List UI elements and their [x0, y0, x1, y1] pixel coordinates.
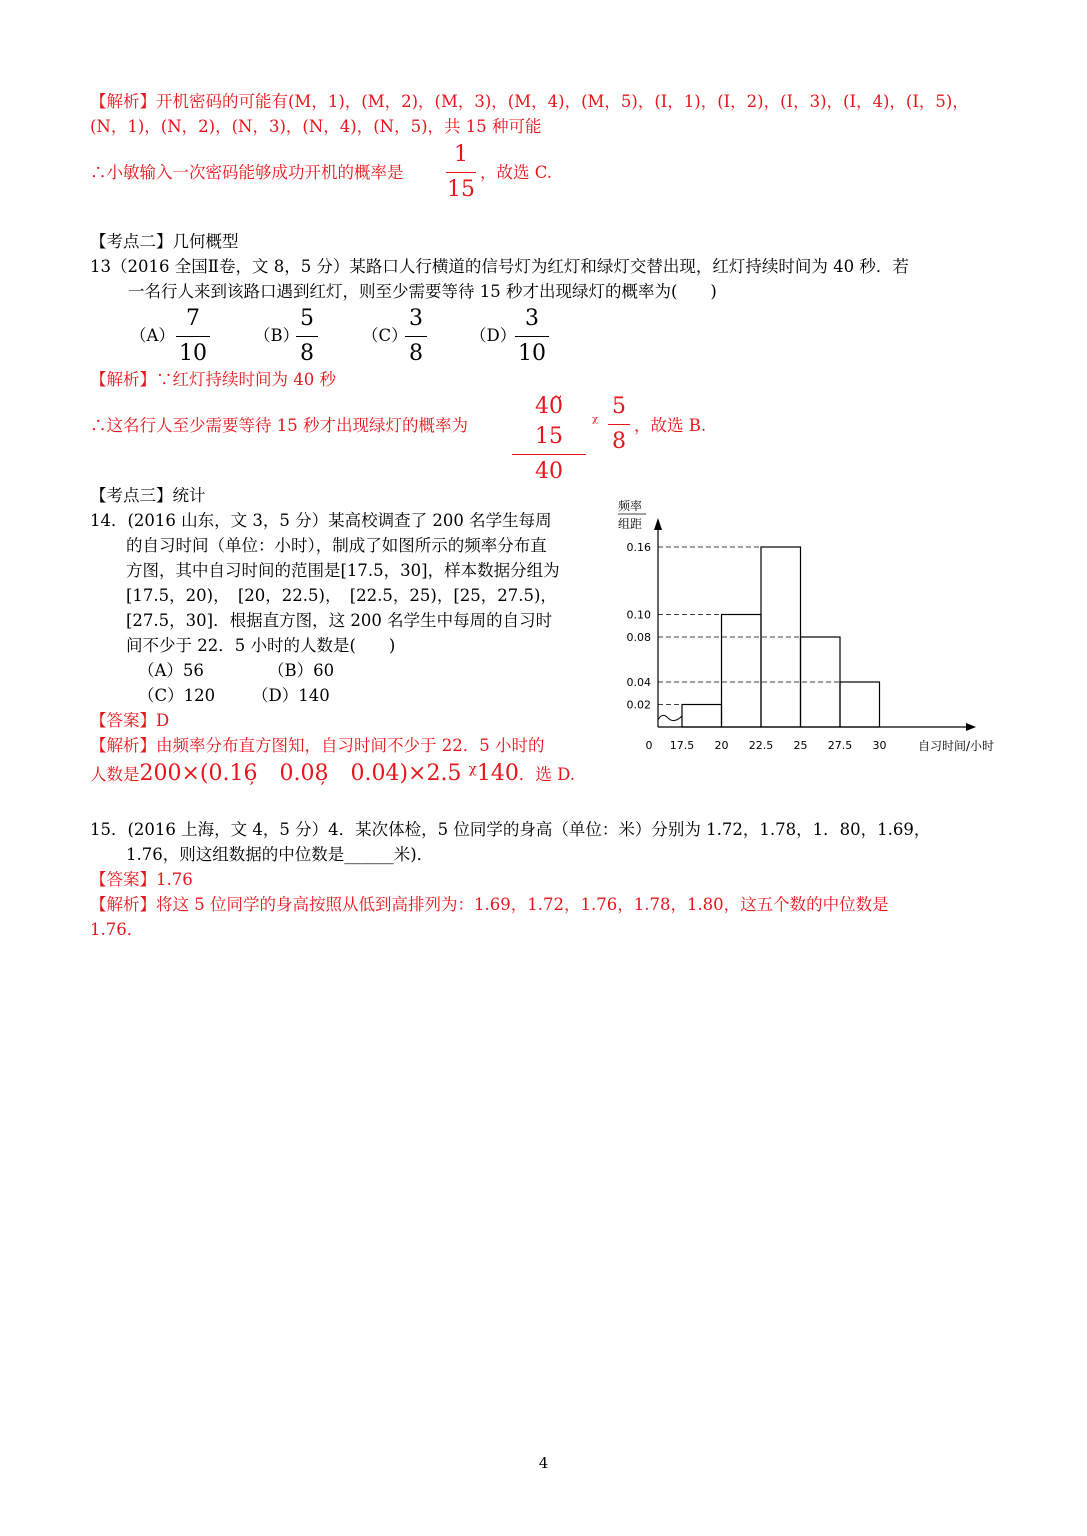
- y-axis-arrow: [654, 518, 662, 530]
- frequency-histogram: [610, 492, 1010, 762]
- section-heading-geometric-probability: 【考点二】几何概型: [90, 232, 239, 251]
- fraction-denominator: 10: [518, 341, 546, 366]
- p12-conclusion-suffix: ，故选 C.: [480, 163, 553, 182]
- q14-stem-line5: [27.5，30]．根据直方图，这 200 名学生中每周的自习时: [126, 611, 553, 630]
- fraction-numerator: 5: [612, 394, 626, 419]
- x-axis-label: 自习时间/小时: [918, 739, 995, 753]
- histogram-bar: [840, 682, 880, 727]
- fraction-numerator: 1: [454, 142, 468, 167]
- fraction-bar: [515, 336, 549, 337]
- q14-solution-formula: 200×(0.16̦ 0.08̦ 0.04)×2.5 ᵡ140: [139, 761, 519, 786]
- fraction-denominator: 8: [300, 341, 314, 366]
- section-heading-statistics: 【考点三】统计: [90, 486, 206, 505]
- q14-stem-line4: [17.5，20)， [20，22.5)， [22.5，25)，[25，27.5)，: [126, 586, 557, 605]
- q13-option-d-label: （D）: [470, 326, 517, 345]
- fraction-denominator: 10: [179, 341, 207, 366]
- q14-option-d: （D）140: [252, 686, 330, 705]
- q13-conclusion-suffix: ，故选 B.: [634, 416, 707, 435]
- q14-stem-line1: 14．(2016 山东，文 3，5 分）某高校调查了 200 名学生每周: [90, 511, 552, 530]
- fraction-bar: [446, 172, 476, 173]
- q14-answer: 【答案】D: [90, 711, 170, 730]
- p12-conclusion-prefix: ∴小敏输入一次密码能够成功开机的概率是: [90, 163, 404, 182]
- fraction-numerator: 40̃ 15: [535, 394, 586, 449]
- q14-solution-suffix: ．选 D.: [518, 765, 575, 784]
- p12-probability-fraction: [446, 140, 476, 205]
- q14-option-c: （C）120: [138, 686, 216, 705]
- x-tick-label: 22.5: [748, 739, 774, 752]
- q14-option-b: （B）60: [268, 661, 335, 680]
- q13-option-c-fraction: [405, 304, 427, 369]
- axis-break-mark: [658, 715, 682, 720]
- q13-stem-line2: 一名行人来到该路口遇到红灯，则至少需要等待 15 秒才出现绿灯的概率为( ): [128, 282, 717, 301]
- y-tick-label: 0.02: [626, 698, 651, 712]
- q13-option-a-fraction: [176, 304, 210, 369]
- q13-conclusion-prefix: ∴这名行人至少需要等待 15 秒才出现绿灯的概率为: [90, 416, 468, 435]
- fraction-bar: [608, 424, 630, 425]
- fraction-numerator: 3: [525, 306, 539, 331]
- q13-stem-line1: 13（2016 全国Ⅱ卷，文 8，5 分）某路口人行横道的信号灯为红灯和绿灯交替出现，红灯持续时间为 40 秒．若: [90, 257, 909, 276]
- histogram-bar: [682, 705, 722, 728]
- x-tick-label: 20: [714, 739, 729, 752]
- q13-option-c-label: （C）: [362, 326, 408, 345]
- q13-equals-symbol: ᵡ: [592, 412, 599, 431]
- q13-option-b-fraction: [296, 304, 318, 369]
- fraction-denominator: 8: [612, 429, 626, 454]
- fraction-bar: [296, 336, 318, 337]
- q13-solution-line1: 【解析】∵红灯持续时间为 40 秒: [90, 370, 336, 389]
- fraction-denominator: 40: [535, 459, 563, 484]
- x-tick-label: 27.5: [827, 739, 853, 752]
- q14-stem-line3: 方图，其中自习时间的范围是[17.5，30]，样本数据分组为: [126, 561, 560, 580]
- q13-probability-fraction-2: [608, 392, 630, 457]
- y-axis-label-denominator: 组距: [618, 517, 643, 531]
- fraction-denominator: 15: [447, 177, 475, 202]
- y-tick-label: 0.08: [626, 631, 651, 644]
- fraction-numerator: 5: [300, 306, 314, 331]
- q15-stem-line1: 15．(2016 上海，文 4，5 分）4．某次体检，5 位同学的身高（单位：米）分别为 1.72，1.78，1．80，1.69，: [90, 820, 931, 839]
- q13-option-d-fraction: [515, 304, 549, 369]
- q14-solution-line2: [90, 762, 575, 787]
- q13-probability-fraction-1: [512, 392, 586, 487]
- fraction-bar: [176, 336, 210, 337]
- y-axis-label-numerator: 频率: [618, 499, 643, 513]
- fraction-numerator: 7: [186, 306, 200, 331]
- fraction-bar: [405, 336, 427, 337]
- histogram-bar: [722, 615, 762, 728]
- y-tick-label: 0.10: [626, 608, 651, 622]
- q14-stem-line6: 间不少于 22．5 小时的人数是( ): [126, 636, 396, 655]
- fraction-denominator: 8: [409, 341, 423, 366]
- q13-option-b-label: （B）: [254, 326, 300, 345]
- q14-solution-prefix: 人数是: [90, 765, 140, 784]
- p12-solution-line2: (N，1)，(N，2)，(N，3)，(N，4)，(N，5)，共 15 种可能: [90, 117, 542, 136]
- q15-answer: 【答案】1.76: [90, 870, 193, 889]
- q15-solution-line1: 【解析】将这 5 位同学的身高按照从低到高排列为：1.69，1.72，1.76，1.78，1.80，这五个数的中位数是: [90, 895, 889, 914]
- q14-option-a: （A）56: [138, 661, 204, 680]
- q14-stem-line2: 的自习时间（单位：小时），制成了如图所示的频率分布直: [126, 536, 547, 555]
- q15-solution-line2: 1.76．: [90, 920, 144, 939]
- y-tick-label: 0.04: [626, 676, 651, 689]
- x-tick-label: 17.5: [669, 739, 695, 752]
- y-tick-label: 0.16: [626, 541, 651, 554]
- x-axis-arrow: [966, 723, 976, 731]
- q14-solution-line1: 【解析】由频率分布直方图知，自习时间不少于 22．5 小时的: [90, 736, 545, 755]
- page-number: 4: [538, 1454, 549, 1472]
- q13-option-a-label: （A）: [130, 326, 175, 345]
- x-tick-label: 25: [793, 739, 808, 752]
- origin-label: 0: [645, 739, 653, 752]
- fraction-numerator: 3: [409, 306, 423, 331]
- fraction-bar: [512, 454, 586, 455]
- q15-stem-line2: 1.76，则这组数据的中位数是______米)．: [126, 845, 434, 864]
- p12-solution-line1: 【解析】开机密码的可能有(M，1)，(M，2)，(M，3)，(M，4)，(M，5)，(I，1)，(I，2)，(I，3)，(I，4)，(I，5)，: [90, 92, 969, 111]
- x-tick-label: 30: [872, 739, 887, 752]
